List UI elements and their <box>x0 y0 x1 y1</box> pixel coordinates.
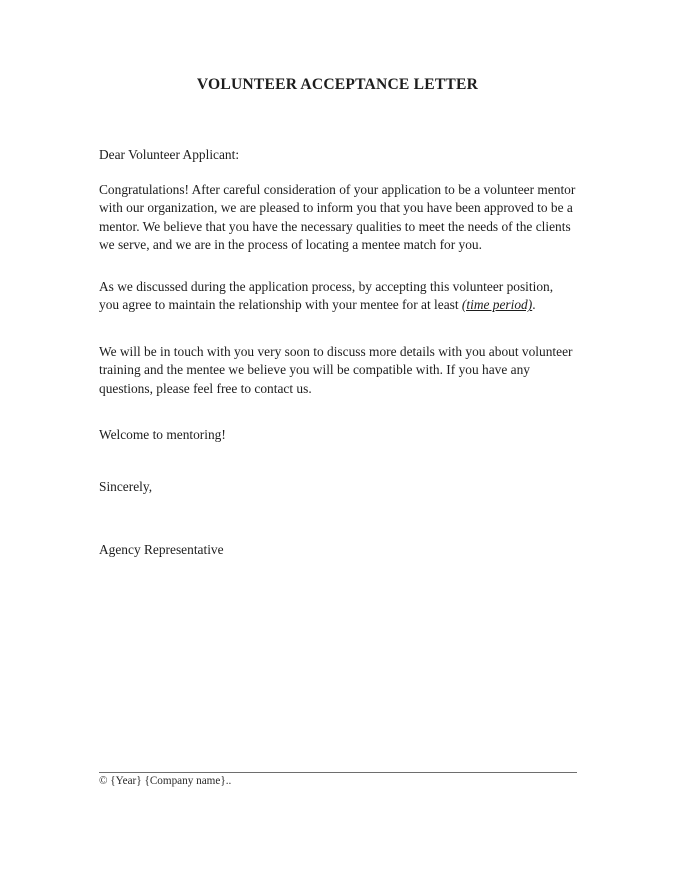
salutation: Dear Volunteer Applicant: <box>99 147 240 162</box>
letter-title: VOLUNTEER ACCEPTANCE LETTER <box>196 76 479 93</box>
paragraph-commitment-period: . <box>532 297 536 313</box>
footer-copyright: © {Year} {Company name}.. <box>99 775 232 787</box>
paragraph-commitment <box>99 278 576 315</box>
closing-line: Welcome to mentoring! <box>99 427 226 442</box>
time-period-placeholder: (time period) <box>461 297 533 313</box>
sign-off: Sincerely, <box>99 479 153 494</box>
footer-rule <box>99 772 577 773</box>
paragraph-commitment-text: As we discussed during the application process, by accepting this volunteer position, you agree to maintain the relationship with your mentee for at least <box>99 279 554 313</box>
paragraph-congratulations: Congratulations! After careful consideration of your application to be a volunteer mentor with our organization, we are pleased to inform you that you have been approved to be a mentor. We believe that you have the necessary qualities to meet the needs of the clients we serve, and we are in the process of locating a mentee match for you. <box>99 182 576 252</box>
signature-name: Agency Representative <box>99 542 224 557</box>
paragraph-followup: We will be in touch with you very soon to discuss more details with you about volunteer training and the mentee we believe you will be compatible with. If you have any questions, please feel free to contact us. <box>99 344 573 396</box>
